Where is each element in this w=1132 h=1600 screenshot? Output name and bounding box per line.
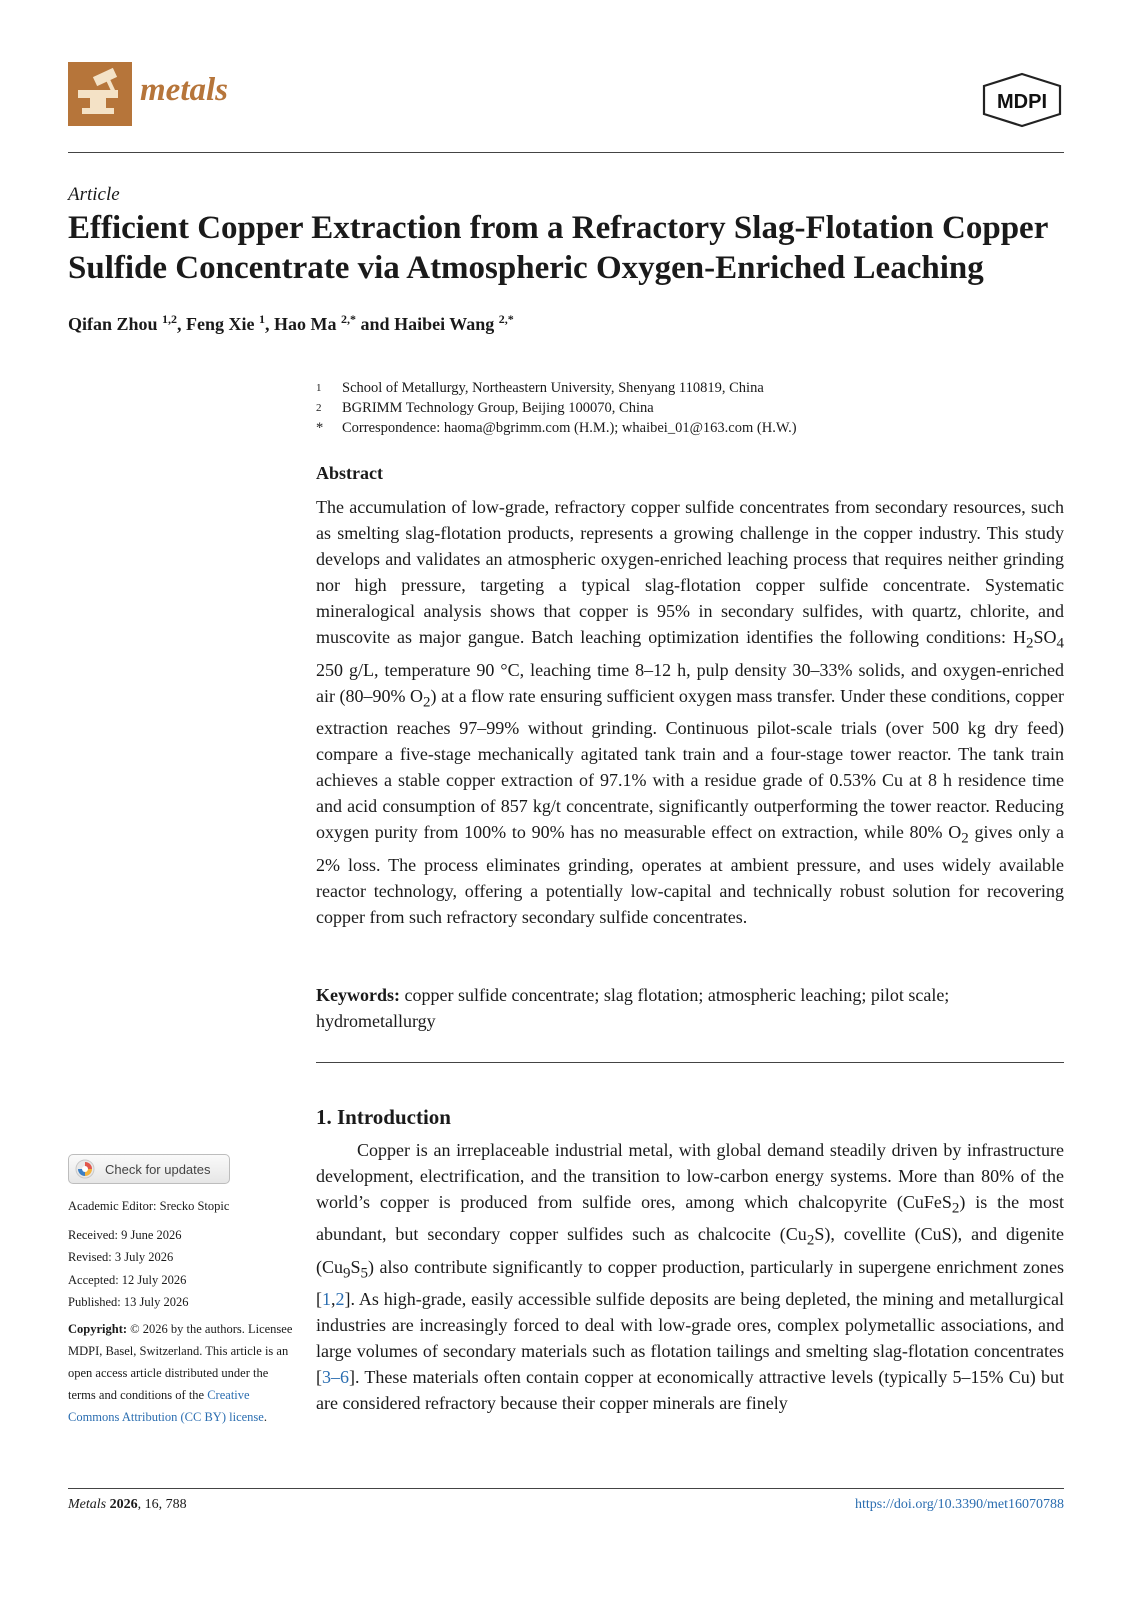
received-date: Received: 9 June 2026 xyxy=(68,1228,182,1242)
affiliation-row: 2 BGRIMM Technology Group, Beijing 100070, China xyxy=(316,400,654,416)
author-list: Qifan Zhou $^{1,2}$, Feng Xie $^1$, Hao Ma $^{2,*}$ and Haibei Wang $^{2,*}$ xyxy=(68,312,514,334)
footer-rule xyxy=(68,1488,1064,1489)
doi-link[interactable]: https://doi.org/10.3390/met16070788 xyxy=(855,1497,1064,1512)
copyright-notice: Copyright: © 2026 by the authors. Licensee MDPI, Basel, Switzerland. This article is an open access article distributed under the terms and conditions of the Creative Commons Attribution (CC BY) license. xyxy=(68,1322,293,1424)
keywords-rule xyxy=(316,1062,1064,1063)
affiliation-row: 1 School of Metallurgy, Northeastern University, Shenyang 110819, China xyxy=(316,380,764,396)
reference-link-2[interactable]: 2 xyxy=(335,1289,345,1310)
check-updates-icon xyxy=(75,1159,95,1179)
check-for-updates-label: Check for updates xyxy=(105,1161,211,1177)
publisher-name: MDPI xyxy=(997,91,1047,113)
keywords-list: copper sulfide concentrate; slag flotation; atmospheric leaching; pilot scale; hydrometallurgy xyxy=(316,985,950,1031)
author-name: Qifan Zhou xyxy=(68,314,158,334)
affiliation-row: * Correspondence: haoma@bgrimm.com (H.M.); whaibei_01@163.com (H.W.) xyxy=(316,420,797,436)
affiliations xyxy=(316,378,1056,438)
citation: Metals 2026, 16, 788 xyxy=(68,1497,187,1512)
header-rule xyxy=(68,152,1064,153)
check-for-updates-button[interactable] xyxy=(68,1154,230,1184)
author-name: Haibei Wang xyxy=(394,314,495,334)
section-heading-introduction: 1. Introduction xyxy=(316,1105,451,1129)
license-link[interactable]: Creative Commons Attribution (CC BY) license xyxy=(68,1388,264,1424)
journal-name: metals xyxy=(140,72,228,108)
abstract-heading: Abstract xyxy=(316,463,383,483)
abstract-text: The accumulation of low-grade, refractory copper sulfide concentrates from secondary resources, such as smelting slag-flotation products, represents a growing challenge in the copper industry. This study develops and validates an atmospheric oxygen-enriched leaching process that requires neither grinding nor high pressure, targeting a typical slag-flotation copper sulfide concentrate. Systematic mineralogical analysis shows that copper is 95% in secondary sulfides, with quartz, chlorite, and muscovite as major gangue. Batch leaching optimization identifies the following conditions: $H_2SO_4$ 250 g/L, temperature 90 °C, leaching time 8–12 h, pulp density 30–33% solids, and oxygen-enriched air (80–90% $O_2$) at a flow rate ensuring sufficient oxygen mass transfer. Under these conditions, copper extraction reaches 97–99% without grinding. Continuous pilot-scale trials (over 500 kg dry feed) compare a five-stage mechanically agitated tank train and a four-stage tower reactor. The tank train achieves a stable copper extraction of 97.1% with a residue grade of 0.53% Cu at 8 h residence time and acid consumption of 857 kg/t concentrate, significantly outperforming the tower reactor. Reducing oxygen purity from 100% to 90% has no measurable effect on extraction, while 80% $O_2$ gives only a 2% loss. The process eliminates grinding, operates at ambient pressure, and uses widely available reactor technology, offering a potentially low-capital and technically robust solution for recovering copper from such refractory secondary sulfide concentrates. xyxy=(316,497,1064,927)
keywords xyxy=(316,982,1064,1034)
accepted-date: Accepted: 12 July 2026 xyxy=(68,1273,187,1287)
author-affiliation-mark: 1,2 xyxy=(162,312,178,326)
reference-link-1[interactable]: 1 xyxy=(322,1289,331,1310)
published-date: Published: 13 July 2026 xyxy=(68,1295,189,1309)
author-affiliation-mark: 1 xyxy=(259,312,266,326)
author-name: Hao Ma xyxy=(274,314,337,334)
reference-link-3-6[interactable]: 3–6 xyxy=(322,1367,349,1388)
anvil-icon xyxy=(68,62,132,126)
journal-logo xyxy=(68,62,132,126)
author-name: Feng Xie xyxy=(186,314,255,334)
revised-date: Revised: 3 July 2026 xyxy=(68,1250,174,1264)
introduction-text: Copper is an irreplaceable industrial metal, with global demand steadily driven by infrastructure development, electrification, and the transition to low-carbon energy systems. More than 80% of the world’s copper is produced from sulfide ores, among which chalcopyrite (CuFeS$_2$) is the most abundant, but secondary copper sulfides such as chalcocite $(Cu_2S)$, covellite (CuS), and digenite $(Cu_9S_5)$ also contribute significantly to copper production, particularly in supergene enrichment zones [1,2]. As high-grade, easily accessible sulfide deposits are being depleted, the mining and metallurgical industries are increasingly forced to deal with low-grade ores, complex polymetallic associations, and large volumes of secondary materials such as flotation tailings and smelting slag-flotation concentrates [3–6]. These materials often contain copper at economically attractive levels (typically 5–15% Cu) but are considered refractory because their copper minerals are finely xyxy=(316,1140,1064,1413)
author-affiliation-mark: 2,* xyxy=(498,312,514,326)
author-affiliation-mark: 2,* xyxy=(341,312,357,326)
mdpi-logo xyxy=(980,72,1064,128)
article-type: Article xyxy=(68,184,120,205)
academic-editor: Academic Editor: Srecko Stopic xyxy=(68,1199,230,1213)
article-title: Efficient Copper Extraction from a Refractory Slag-Flotation Copper Sulfide Concentrate via Atmospheric Oxygen-Enriched Leaching xyxy=(68,210,1048,286)
keywords-label: Keywords: xyxy=(316,985,400,1005)
